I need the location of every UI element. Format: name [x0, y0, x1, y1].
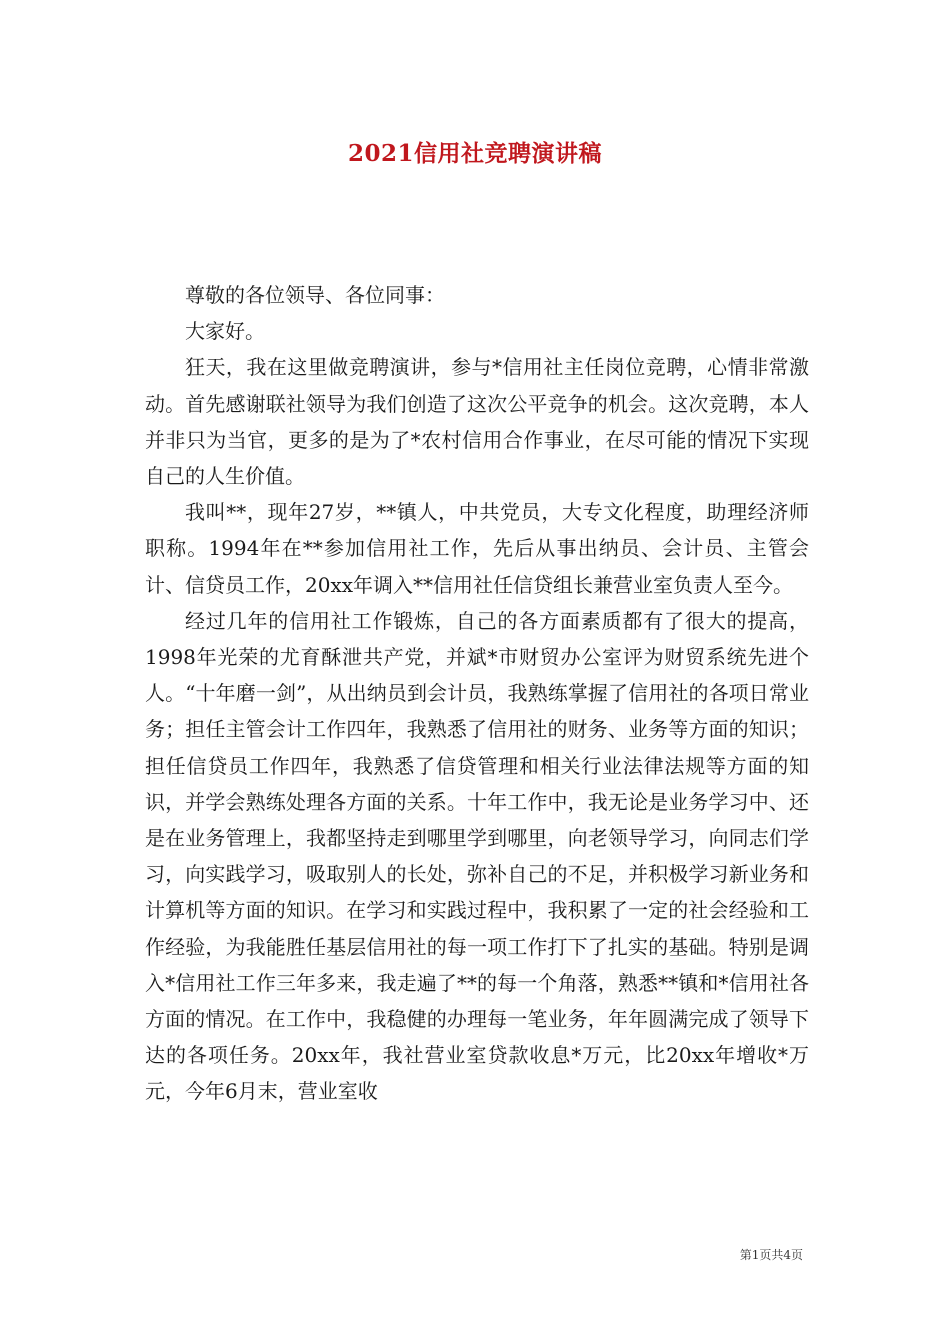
page-number: 第1页共4页 [739, 1248, 803, 1262]
document-title: 2021信用社竞聘演讲稿 [347, 140, 602, 167]
salutation: 尊敬的各位领导、各位同事： [185, 283, 445, 307]
greeting: 大家好。 [185, 319, 265, 344]
paragraph: 经过几年的信用社工作锻炼，自己的各方面素质都有了很大的提高，1998年光荣的尤育酥泄共产党，并斌*市财贸办公室评为财贸系统先进个人。“十年磨一剑”，从出纳员到会计员，我熟练掌握了信用社的各项日常业务；担任主管会计工作四年，我熟悉了信用社的财务、业务等方面的知识；担任信贷员工作四年，我熟悉了信贷管理和相关行业法律法规等方面的知识，并学会熟练处理各方面的关系。十年工作中，我无论是业务学习中、还是在业务管理上，我都坚持走到哪里学到哪里，向老领导学习，向同志们学习，向实践学习，吸取别人的长处，弥补自己的不足，并积极学习新业务和计算机等方面的知识。在学习和实践过程中，我积累了一定的社会经验和工作经验，为我能胜任基层信用社的每一项工作打下了扎实的基础。特别是调入*信用社工作三年多来，我走遍了**的每一个角落，熟悉**镇和*信用社各方面的情况。在工作中，我稳健的办理每一笔业务，年年圆满完成了领导下达的各项任务。20xx年，我社营业室贷款收息*万元，比20xx年增收*万元，今年6月末，营业室收 [145, 608, 809, 1104]
document-body [145, 277, 809, 1110]
paragraph: 狂天，我在这里做竞聘演讲，参与*信用社主任岗位竞聘，心情非常激动。首先感谢联社领导为我们创造了这次公平竞争的机会。这次竞聘，本人并非只为当官，更多的是为了*农村信用合作事业，在尽可能的情况下实现自己的人生价值。 [145, 355, 809, 489]
paragraph: 我叫**，现年27岁，**镇人，中共党员，大专文化程度，助理经济师职称。1994年在**参加信用社工作，先后从事出纳员、会计员、主管会计、信贷员工作，20xx年调入**信用社任信贷组长兼营业室负责人至今。 [145, 500, 809, 597]
